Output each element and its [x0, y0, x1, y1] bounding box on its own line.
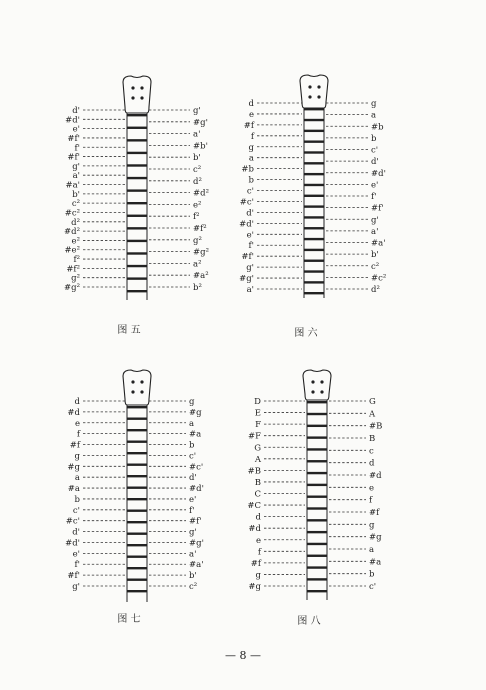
right-note-label: a: [371, 110, 377, 121]
left-note-label: F: [255, 420, 261, 431]
left-note-label: g: [255, 570, 261, 581]
left-note-label: #f': [67, 133, 80, 144]
fret-18: [304, 292, 324, 294]
right-note-label: a: [189, 418, 195, 429]
tuning-peg-2: [320, 380, 323, 383]
right-note-label: A: [369, 409, 376, 420]
fret-4: [307, 436, 327, 438]
fret-7: [127, 475, 147, 477]
right-note-label: d²: [371, 285, 380, 295]
fret-4: [127, 441, 147, 443]
right-note-label: a: [369, 545, 375, 555]
left-note-label: C: [254, 489, 261, 500]
left-note-label: #a': [65, 180, 80, 191]
fingerboard-figure-4: [247, 370, 382, 627]
tuning-peg-3: [308, 95, 311, 98]
fret-14: [127, 277, 147, 279]
fret-15: [304, 260, 324, 262]
left-note-label: d²: [71, 217, 80, 228]
fret-5: [127, 164, 147, 166]
right-note-label: c²: [193, 165, 202, 175]
fret-9: [127, 215, 147, 217]
left-note-label: #c': [65, 516, 80, 527]
left-note-label: #d': [65, 538, 80, 549]
right-note-label: #f': [189, 516, 202, 527]
right-note-label: g': [193, 106, 201, 116]
left-note-label: A: [254, 454, 261, 465]
left-note-label: #f': [67, 571, 80, 582]
fret-3: [307, 425, 327, 427]
left-note-label: e': [246, 230, 254, 241]
right-note-label: #a: [189, 429, 202, 440]
right-note-label: g': [371, 215, 379, 226]
fret-15: [307, 566, 327, 568]
left-note-label: e²: [71, 236, 80, 247]
fret-2: [127, 127, 147, 129]
left-note-label: #g: [67, 462, 80, 473]
right-note-label: f: [369, 495, 373, 506]
left-note-label: e': [72, 124, 80, 135]
figure-caption: 图 六: [294, 328, 318, 339]
right-note-label: #b': [193, 141, 208, 152]
right-note-label: #g: [189, 407, 202, 418]
left-note-label: f: [257, 547, 261, 558]
left-note-label: #g²: [64, 283, 80, 293]
fingerboard-figure-1: [64, 76, 209, 336]
right-note-label: c': [371, 145, 379, 156]
left-note-label: a': [246, 285, 254, 295]
left-note-label: f': [74, 143, 80, 154]
left-note-label: d: [248, 99, 254, 109]
fret-14: [304, 249, 324, 251]
left-note-label: c²: [71, 199, 80, 210]
left-note-label: #d²: [64, 227, 80, 238]
left-note-label: g²: [71, 273, 80, 284]
left-note-label: g: [74, 451, 80, 462]
right-note-label: f²: [193, 212, 200, 223]
fret-11: [127, 521, 147, 523]
left-note-label: e: [74, 418, 80, 429]
right-note-label: #g²: [193, 247, 209, 258]
fret-11: [307, 519, 327, 521]
fret-2: [304, 119, 324, 121]
right-note-label: d²: [193, 176, 202, 187]
tuning-peg-1: [131, 86, 134, 89]
tuning-peg-1: [308, 85, 311, 88]
fret-17: [307, 590, 327, 592]
fret-10: [304, 205, 324, 207]
fret-6: [304, 162, 324, 164]
headstock: [123, 76, 151, 113]
left-note-label: g': [72, 161, 80, 172]
left-note-label: b': [72, 189, 80, 200]
left-note-label: d: [255, 512, 261, 523]
right-note-label: e: [369, 483, 375, 494]
left-note-label: f: [250, 131, 254, 142]
right-note-label: #b: [371, 122, 384, 133]
fret-6: [307, 460, 327, 462]
right-note-label: #B: [369, 421, 383, 432]
fret-16: [307, 578, 327, 580]
right-note-label: B: [369, 434, 376, 444]
right-note-label: d: [369, 458, 375, 469]
right-note-label: g: [369, 520, 375, 531]
left-note-label: b: [74, 494, 80, 505]
left-note-label: f: [76, 429, 80, 440]
fret-9: [127, 498, 147, 500]
fret-7: [307, 472, 327, 474]
fret-13: [307, 543, 327, 545]
right-note-label: e²: [193, 200, 202, 211]
tuning-peg-4: [317, 95, 320, 98]
left-note-label: g': [72, 582, 80, 592]
fret-1: [127, 406, 147, 408]
fret-13: [304, 238, 324, 240]
right-note-label: d': [371, 157, 379, 168]
right-note-label: f': [371, 192, 377, 202]
right-note-label: #a: [369, 557, 382, 568]
fret-11: [127, 240, 147, 242]
left-note-label: #C: [247, 501, 261, 512]
fret-4: [304, 140, 324, 142]
fret-9: [304, 195, 324, 197]
left-note-label: g: [248, 142, 254, 153]
left-note-label: f': [74, 560, 80, 571]
right-note-label: g': [189, 527, 197, 538]
tuning-peg-4: [140, 96, 143, 99]
right-note-label: #f²: [193, 224, 207, 234]
right-note-label: #f: [369, 508, 380, 518]
tuning-peg-2: [140, 380, 143, 383]
fret-16: [127, 579, 147, 581]
fret-6: [127, 177, 147, 179]
left-note-label: d': [246, 208, 254, 219]
fret-15: [127, 567, 147, 569]
right-note-label: #d': [371, 168, 386, 179]
right-note-label: #g: [369, 532, 382, 543]
fret-12: [304, 227, 324, 229]
right-note-label: a': [189, 549, 197, 560]
left-note-label: e': [72, 549, 80, 560]
right-note-label: e': [189, 494, 197, 505]
fret-9: [307, 496, 327, 498]
fret-14: [127, 556, 147, 558]
right-note-label: b: [371, 133, 377, 144]
left-note-label: d: [74, 397, 80, 407]
right-note-label: #a²: [193, 271, 209, 282]
fret-8: [304, 184, 324, 186]
right-note-label: b': [189, 571, 197, 582]
right-note-label: b': [193, 153, 201, 164]
left-note-label: #f': [241, 252, 254, 263]
right-note-label: b: [189, 440, 195, 451]
left-note-label: f²: [73, 255, 80, 266]
right-note-label: #c²: [371, 273, 387, 284]
left-note-label: #f: [250, 558, 261, 569]
fret-1: [304, 108, 324, 110]
left-note-label: e: [255, 535, 261, 546]
right-note-label: #d': [189, 484, 204, 495]
left-note-label: #e²: [64, 245, 80, 256]
fret-8: [127, 202, 147, 204]
right-note-label: c': [189, 451, 197, 462]
fret-5: [127, 452, 147, 454]
right-note-label: #g': [193, 117, 208, 128]
right-note-label: G: [369, 397, 376, 407]
left-note-label: g': [246, 263, 254, 274]
left-note-label: #c²: [64, 208, 80, 219]
tuning-peg-4: [140, 390, 143, 393]
fret-14: [307, 555, 327, 557]
fret-12: [127, 533, 147, 535]
right-note-label: #a': [371, 238, 386, 249]
tuning-peg-3: [131, 96, 134, 99]
tuning-peg-1: [131, 380, 134, 383]
fret-2: [127, 418, 147, 420]
tuning-peg-2: [317, 85, 320, 88]
left-note-label: b: [248, 175, 254, 186]
fret-8: [127, 487, 147, 489]
left-note-label: a': [72, 171, 80, 182]
right-note-label: b²: [193, 283, 202, 293]
fret-10: [127, 227, 147, 229]
right-note-label: c²: [189, 582, 198, 592]
fret-12: [307, 531, 327, 533]
right-note-label: b': [371, 250, 379, 261]
tuning-peg-3: [311, 390, 314, 393]
right-note-label: c²: [371, 261, 380, 272]
left-note-label: E: [254, 408, 261, 419]
left-note-label: f': [248, 241, 254, 252]
left-note-label: #f²: [66, 264, 80, 275]
fret-6: [127, 464, 147, 466]
headstock: [300, 75, 328, 108]
left-note-label: #g: [248, 582, 261, 592]
left-note-label: c': [246, 186, 254, 197]
fret-11: [304, 216, 324, 218]
right-note-label: f': [189, 505, 195, 516]
right-note-label: a': [193, 129, 201, 140]
fret-5: [304, 151, 324, 153]
headstock: [123, 370, 151, 405]
left-note-label: #F: [247, 431, 261, 442]
fret-17: [127, 590, 147, 592]
right-note-label: g: [189, 397, 195, 407]
left-note-label: a: [248, 153, 254, 164]
fret-13: [127, 544, 147, 546]
right-note-label: d': [189, 473, 197, 484]
fret-10: [127, 510, 147, 512]
figure-caption: 图 八: [297, 616, 321, 627]
left-note-label: d': [72, 106, 80, 116]
fret-15: [127, 290, 147, 292]
right-note-label: a²: [193, 259, 202, 270]
right-note-label: #d: [369, 471, 382, 481]
left-note-label: #d': [65, 115, 80, 126]
right-note-label: #c': [189, 462, 204, 473]
left-note-label: #d: [67, 407, 80, 418]
tuning-peg-1: [311, 380, 314, 383]
fingerboard-figure-3: [65, 370, 204, 625]
right-note-label: #g': [189, 538, 204, 549]
left-note-label: #b: [241, 164, 254, 175]
left-note-label: a: [74, 473, 80, 484]
fret-17: [304, 281, 324, 283]
left-note-label: e: [248, 109, 254, 120]
fret-10: [307, 507, 327, 509]
fret-1: [127, 114, 147, 116]
fret-1: [307, 401, 327, 403]
figure-caption: 图 五: [117, 325, 141, 336]
fret-2: [307, 413, 327, 415]
left-note-label: B: [254, 477, 261, 488]
fret-8: [307, 484, 327, 486]
left-note-label: D: [254, 397, 261, 407]
right-note-label: c: [369, 446, 374, 457]
right-note-label: #f': [371, 203, 384, 214]
fret-3: [304, 130, 324, 132]
left-note-label: #g': [239, 274, 254, 285]
left-note-label: #B: [247, 466, 261, 477]
fret-12: [127, 252, 147, 254]
right-note-label: g²: [193, 235, 202, 246]
fret-3: [127, 139, 147, 141]
right-note-label: b: [369, 569, 375, 580]
page-number: — 8 —: [225, 649, 261, 662]
right-note-label: e': [371, 180, 379, 191]
fret-4: [127, 152, 147, 154]
left-note-label: #f': [67, 152, 80, 163]
fret-7: [127, 189, 147, 191]
tuning-peg-2: [140, 86, 143, 89]
left-note-label: G: [254, 443, 261, 454]
figure-caption: 图 七: [117, 614, 141, 625]
fret-3: [127, 429, 147, 431]
right-note-label: #d²: [193, 188, 209, 199]
headstock: [303, 370, 331, 400]
left-note-label: c': [72, 505, 80, 516]
fret-16: [304, 270, 324, 272]
right-note-label: a': [371, 226, 379, 237]
left-note-label: #f: [69, 440, 80, 451]
tuning-peg-3: [131, 390, 134, 393]
left-note-label: #d: [248, 524, 261, 535]
right-note-label: g: [371, 99, 377, 109]
fret-5: [307, 448, 327, 450]
fingerboard-figure-2: [239, 75, 386, 339]
fret-13: [127, 265, 147, 267]
left-note-label: #c': [239, 197, 254, 208]
right-note-label: #a': [189, 560, 204, 571]
left-note-label: #d': [239, 219, 254, 230]
left-note-label: d': [72, 527, 80, 538]
left-note-label: #a: [67, 484, 80, 495]
fret-7: [304, 173, 324, 175]
tuning-peg-4: [320, 390, 323, 393]
right-note-label: c': [369, 582, 377, 592]
left-note-label: #f: [243, 120, 254, 131]
